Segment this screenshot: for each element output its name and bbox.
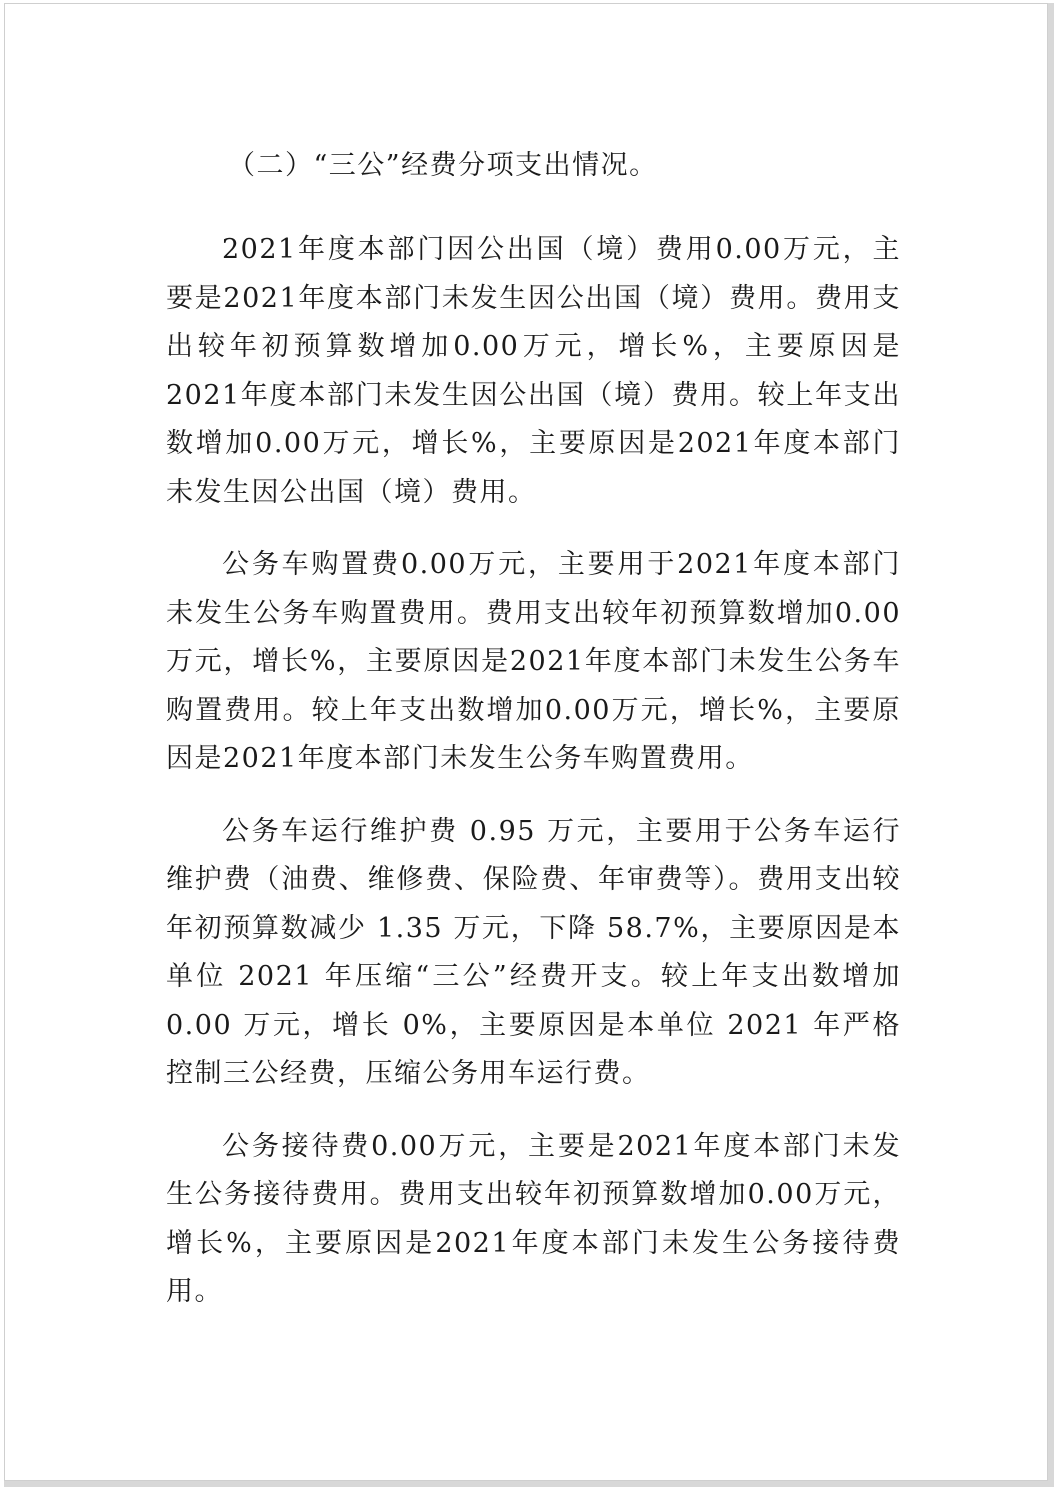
document-body — [166, 140, 901, 1341]
paragraph-vehicle-operation: 公务车运行维护费 0.95 万元，主要用于公务车运行维护费（油费、维修费、保险费、年审费等）。费用支出较年初预算数减少 1.35 万元，下降 58.7%，主要原因是本单位 2021 年压缩“三公”经费开支。较上年支出数增加 0.00 万元，增长 0%，主要原因是本单位 2021 年严格控制三公经费，压缩公务用车运行费。 — [166, 815, 901, 1089]
paragraph-official-reception: 公务接待费0.00万元，主要是2021年度本部门未发生公务接待费用。费用支出较年初预算数增加0.00万元，增长%，主要原因是2021年度本部门未发生公务接待费用。 — [166, 1130, 901, 1307]
paragraph-overseas-travel: 2021年度本部门因公出国（境）费用0.00万元，主要是2021年度本部门未发生因公出国（境）费用。费用支出较年初预算数增加0.00万元，增长%，主要原因是2021年度本部门未发生因公出国（境）费用。较上年支出数增加0.00万元，增长%，主要原因是2021年度本部门未发生因公出国（境）费用。 — [166, 234, 901, 508]
document-page — [4, 3, 1054, 1487]
section-heading: （二）“三公”经费分项支出情况。 — [228, 150, 658, 181]
paragraph-vehicle-purchase: 公务车购置费0.00万元，主要用于2021年度本部门未发生公务车购置费用。费用支出较年初预算数增加0.00万元，增长%，主要原因是2021年度本部门未发生公务车购置费用。较上年支出数增加0.00万元，增长%，主要原因是2021年度本部门未发生公务车购置费用。 — [166, 549, 901, 774]
